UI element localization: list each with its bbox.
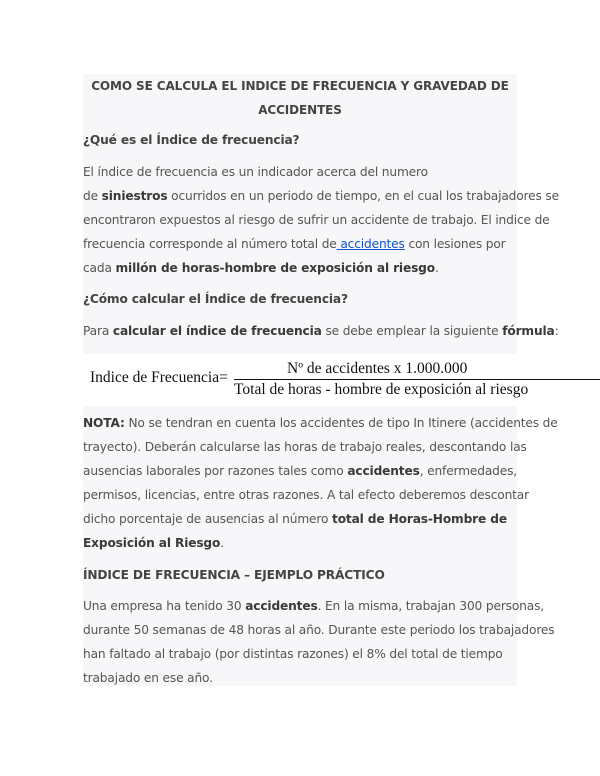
formula-denominator: Total de horas - hombre de exposición al riesgo xyxy=(234,381,529,398)
paragraph-1-line-3 xyxy=(83,213,550,227)
formula-label: Indice de Frecuencia= xyxy=(90,369,228,386)
paragraph-3-line-3 xyxy=(83,647,503,661)
bold-term-formula: fórmula xyxy=(502,324,555,338)
paragraph-3-line-1 xyxy=(83,599,544,613)
bold-term-millon: millón de horas-hombre de exposición al riesgo xyxy=(115,261,435,275)
nota-line-2 xyxy=(83,440,527,454)
bold-term-calcular: calcular el índice de frecuencia xyxy=(112,324,322,338)
paragraph-1-line-2 xyxy=(83,189,559,203)
text: permisos, licencias, entre otras razones. A tal efecto deberemos descontar xyxy=(83,488,529,502)
formula-numerator: Nº de accidentes x 1.000.000 xyxy=(287,360,468,377)
text: durante 50 semanas de 48 horas al año. Durante este periodo los trabajadores xyxy=(83,623,555,637)
text: han faltado al trabajo (por distintas razones) el 8% del total de tiempo xyxy=(83,647,503,661)
text: : xyxy=(554,324,559,338)
bold-term-horas-hombre: total de Horas-Hombre de xyxy=(332,512,507,526)
nota-line-1 xyxy=(83,416,558,430)
paragraph-2 xyxy=(83,324,559,338)
text: trayecto). Deberán calcularse las horas de trabajo reales, descontando las xyxy=(83,440,527,454)
nota-label: NOTA: xyxy=(83,416,125,430)
bold-term-accidentes-2: accidentes xyxy=(245,599,318,613)
text: dicho porcentaje de ausencias al número xyxy=(83,512,333,526)
text: Para xyxy=(83,324,113,338)
text: cada xyxy=(83,261,116,275)
text: ocurridos en un periodo de tiempo, en el cual los trabajadores se xyxy=(167,189,559,203)
paragraph-1-line-5 xyxy=(83,261,439,275)
text: No se tendran en cuenta los accidentes de tipo In Itinere (accidentes de xyxy=(124,416,558,430)
text: con lesiones por xyxy=(404,237,506,251)
nota-line-4 xyxy=(83,488,529,502)
paragraph-1-line-1 xyxy=(83,165,428,179)
text: ausencias laborales por razones tales como xyxy=(83,464,348,478)
text: . xyxy=(220,536,224,550)
paragraph-1-line-4 xyxy=(83,237,506,251)
bold-term-siniestros: siniestros xyxy=(101,189,168,203)
text: trabajado en ese año. xyxy=(83,671,213,685)
bold-term-exposicion: Exposición al Riesgo xyxy=(83,536,221,550)
paragraph-3-line-4 xyxy=(83,671,213,685)
text: encontraron expuestos al riesgo de sufrir un accidente de trabajo. El indice de xyxy=(83,213,550,227)
formula-fraction-bar xyxy=(234,379,600,380)
text: Una empresa ha tenido 30 xyxy=(83,599,246,613)
heading-que-es: ¿Qué es el Índice de frecuencia? xyxy=(83,133,300,147)
text: , enfermedades, xyxy=(419,464,518,478)
nota-line-3 xyxy=(83,464,517,478)
paragraph-3-line-2 xyxy=(83,623,554,637)
bold-term-accidentes: accidentes xyxy=(347,464,420,478)
nota-line-6 xyxy=(83,536,224,550)
text: . En la misma, trabajan 300 personas, xyxy=(317,599,545,613)
accidentes-link[interactable]: accidentes xyxy=(336,237,405,251)
heading-como-calcular: ¿Cómo calcular el Índice de frecuencia? xyxy=(83,292,348,306)
heading-ejemplo-practico: ÍNDICE DE FRECUENCIA – EJEMPLO PRÁCTICO xyxy=(83,568,385,582)
nota-line-5 xyxy=(83,512,507,526)
text: se debe emplear la siguiente xyxy=(321,324,503,338)
text: El índice de frecuencia es un indicador acerca del numero xyxy=(83,165,428,179)
document-title-line-2: ACCIDENTES xyxy=(258,103,342,117)
text: frecuencia corresponde al número total de xyxy=(83,237,337,251)
document-title-line-1: COMO SE CALCULA EL INDICE DE FRECUENCIA Y GRAVEDAD DE xyxy=(91,79,509,93)
text: de xyxy=(83,189,102,203)
text: . xyxy=(434,261,439,275)
